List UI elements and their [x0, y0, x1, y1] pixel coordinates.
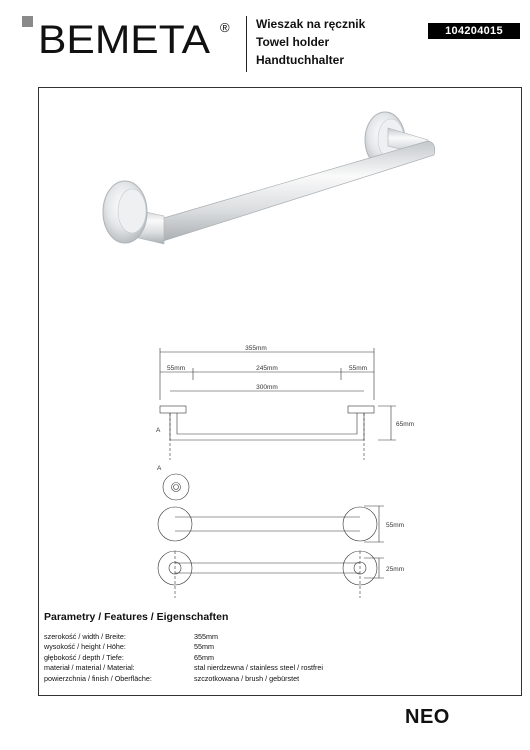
spec-value: 355mm — [194, 632, 218, 641]
registered-mark: ® — [220, 20, 230, 35]
spec-value: 65mm — [194, 652, 214, 662]
spec-key: wysokość / height / Höhe: — [44, 642, 126, 652]
spec-value: 55mm — [194, 642, 214, 652]
spec-row — [44, 642, 323, 652]
title-de: Handtuchhalter — [256, 53, 345, 67]
spec-row — [44, 632, 323, 642]
dim-height: 65mm — [396, 421, 415, 428]
spec-value: stal nierdzewna / stainless steel / rostfrei — [194, 663, 324, 673]
logo-wordmark: BEMETA — [38, 18, 211, 58]
dim-fixing-span: 300mm — [256, 384, 278, 391]
spec-key: powierzchnia / finish / Oberfläche: — [44, 673, 152, 683]
dim-overall: 355mm — [245, 345, 267, 352]
dim-center-span: 245mm — [256, 365, 278, 372]
spec-key: szerokość / width / Breite: — [44, 632, 126, 641]
spec-value: szczotkowana / brush / gebürstet — [194, 673, 300, 683]
spec-row — [44, 653, 323, 663]
spec-row — [44, 674, 323, 684]
title-pl: Wieszak na ręcznik — [256, 17, 366, 31]
title-en: Towel holder — [256, 35, 330, 49]
detail-label-a: A — [157, 465, 162, 472]
spec-key: materiał / material / Material: — [44, 663, 135, 673]
spec-table — [44, 632, 323, 684]
dim-right-offset: 55mm — [348, 365, 368, 372]
features-heading: Parametry / Features / Eigenschaften — [44, 611, 229, 623]
detail-label-front: A — [156, 427, 161, 434]
model-name: NEO — [405, 706, 450, 728]
dim-width-side: 55mm — [386, 522, 405, 529]
spec-row — [44, 663, 323, 673]
spec-key: głębokość / depth / Tiefe: — [44, 652, 124, 662]
dim-depth-side: 25mm — [386, 566, 405, 573]
dim-left-offset: 55mm — [166, 365, 186, 372]
product-code: 104204015 — [428, 23, 520, 39]
